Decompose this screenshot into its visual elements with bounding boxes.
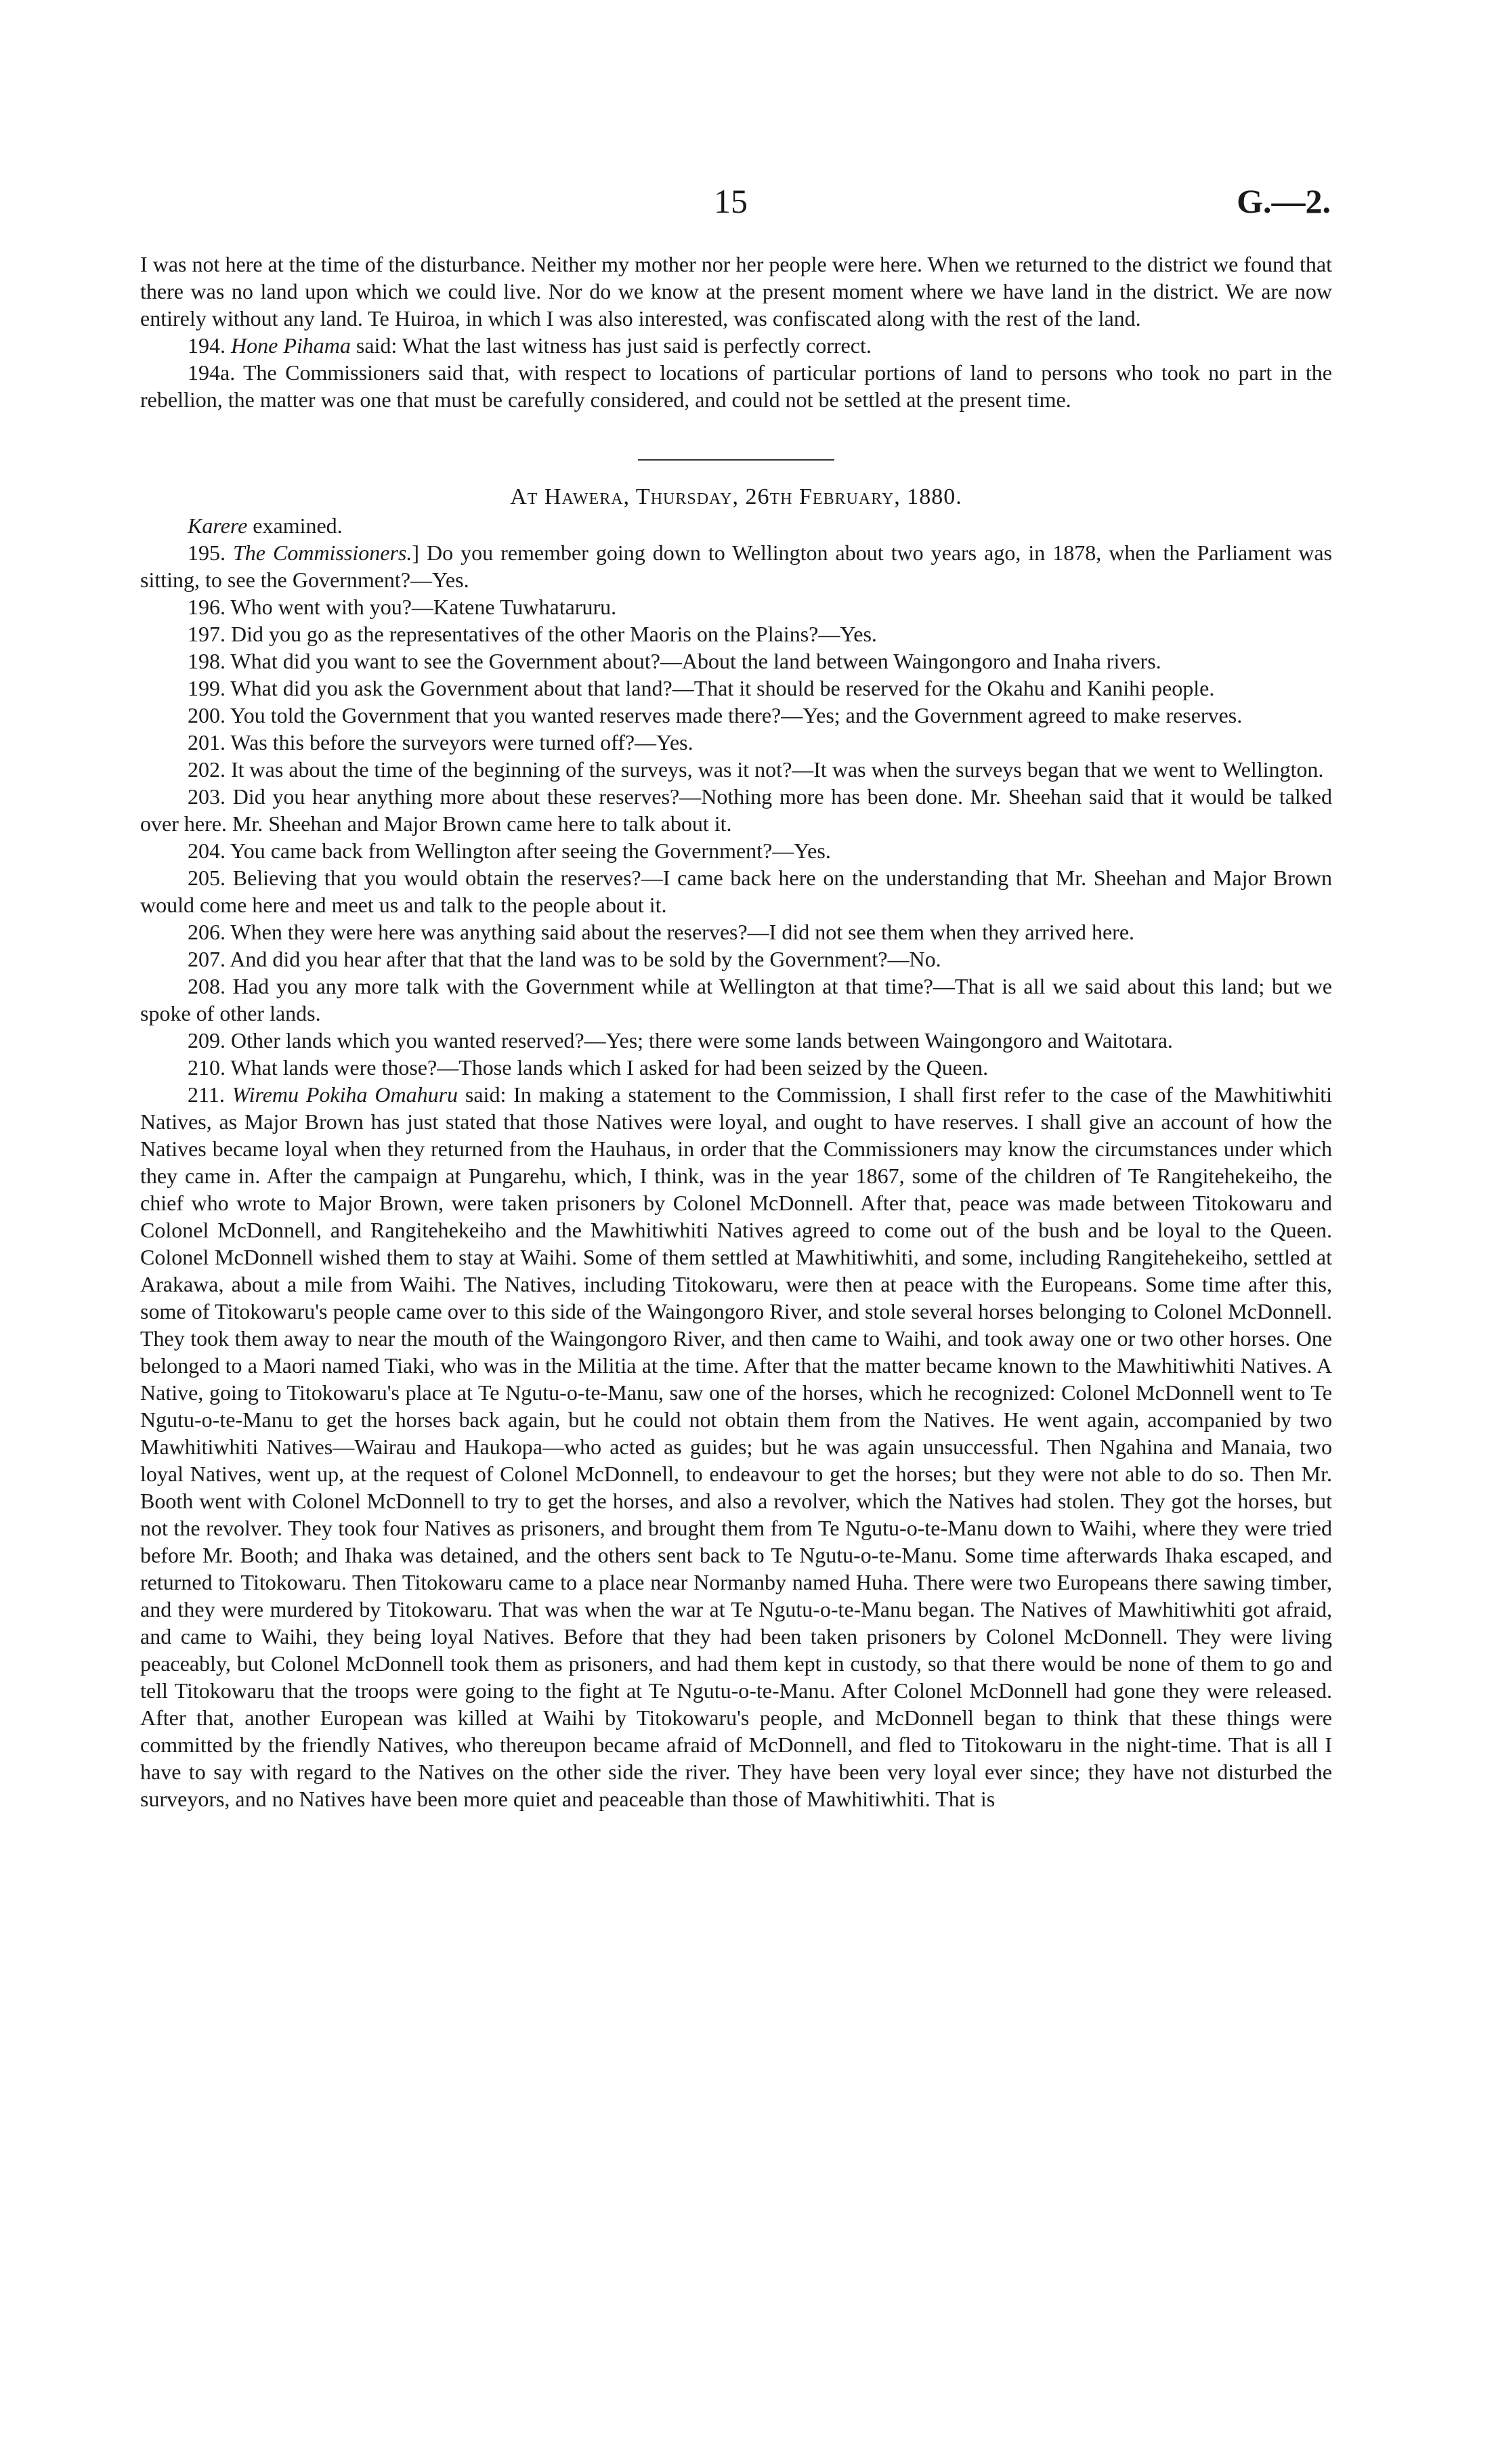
paragraph: 197. Did you go as the representatives of the other Maoris on the Plains?—Yes. — [188, 622, 877, 646]
paragraph: I was not here at the time of the disturbance. Neither my mother nor her people were here. When we returned to the district we found that there was no land upon which we could live. Nor do we know at the present moment where we have land in the district. We are now entirely without any land. Te Huiroa, in which I was also interested, was confiscated along with the rest of the land. — [140, 252, 1332, 331]
speaker-name: Hone Pihama — [231, 333, 351, 358]
paragraph: 208. Had you any more talk with the Government while at Wellington at that time?—That is all we said about this land; but we spoke of other lands. — [140, 974, 1332, 1025]
paragraph — [140, 539, 1332, 593]
paragraph: 209. Other lands which you wanted reserved?—Yes; there were some lands between Waingongoro and Waitotara. — [188, 1028, 1173, 1053]
witness-name: Karere — [188, 513, 248, 538]
paragraph: 194a. The Commissioners said that, with respect to locations of particular portions of land to persons who took no part in the rebellion, the matter was one that must be carefully considered, and could not be settled at the present time. — [140, 360, 1332, 412]
paragraph-number: 211. — [188, 1082, 225, 1107]
examination — [140, 539, 1332, 1812]
speaker-name: The Commissioners. — [233, 540, 412, 565]
paragraph-text: said: In making a statement to the Commission, I shall first refer to the case of the Mawhitiwhiti Natives, as Major Brown has just stated that those Natives were loyal, and ought to have reserves. I shall give an account of how the Natives became loyal when they returned from the Hauhaus, in order that the Commissioners may know the circumstances under which they came in. After the campaign at Pungarehu, which, I think, was in the year 1867, some of the children of Te Rangitehekeiho, the chief who wrote to Major Brown, were taken prisoners by Colonel McDonnell. After that, peace was made between Titokowaru and Colonel McDonnell, and Rangitehekeiho and the Mawhitiwhiti Natives agreed to come out of the bush and be loyal to the Queen. Colonel McDonnell wished them to stay at Waihi. Some of them settled at Mawhitiwhiti, and some, including Rangitehekeiho, settled at Arakawa, about a mile from Waihi. The Natives, including Titokowaru, were then at peace with the Europeans. Some time after this, some of Titokowaru's people came over to this side of the Waingongoro River, and stole several horses belonging to Colonel McDonnell. They took them away to near the mouth of the Waingongoro River, and then came to Waihi, and took away one or two other horses. One belonged to a Maori named Tiaki, who was in the Militia at the time. After that the matter became known to the Mawhitiwhiti Natives. A Native, going to Titokowaru's place at Te Ngutu-o-te-Manu, saw one of the horses, which he recognized: Colonel McDonnell went to Te Ngutu-o-te-Manu to get the horses back again, but he could not obtain them from the Natives. He went again, accompanied by two Mawhitiwhiti Natives—Wairau and Haukopa—who acted as guides; but he was again unsuccessful. Then Ngahina and Manaia, two loyal Natives, went up, at the request of Colonel McDonnell, to endeavour to get the horses; but they were not able to do so. Then Mr. Booth went with Colonel McDonnell to try to get the horses, and also a revolver, which the Natives had stolen. They got the horses, but not the revolver. They took four Natives as prisoners, and brought them from Te Ngutu-o-te-Manu down to Waihi, where they were tried before Mr. Booth; and Ihaka was detained, and the others sent back to Te Ngutu-o-te-Manu. Some time afterwards Ihaka escaped, and returned to Titokowaru. Then Titokowaru came to a place near Normanby named Huha. There were two Europeans there sawing timber, and they were murdered by Titokowaru. That was when the war at Te Ngutu-o-te-Manu began. The Natives of Mawhitiwhiti got afraid, and came to Waihi, they being loyal Natives. Before that they had been taken prisoners by Colonel McDonnell. They were living peaceably, but Colonel McDonnell took them as prisoners, and had them kept in custody, so that there would be none of them to go and tell Titokowaru that the troops were going to the fight at Te Ngutu-o-te-Manu. After Colonel McDonnell had gone they were released. After that, another European was killed at Waihi by Titokowaru's people, and McDonnell began to think that these things were committed by the friendly Natives, who thereupon became afraid of McDonnell, and fled to Titokowaru in the night-time. That is all I have to say with regard to the Natives on the other side the river. They have been very loyal ever since; they have not disturbed the surveyors, and no Natives have been more quiet and peaceable than those of Mawhitiwhiti. That is — [140, 1082, 1333, 1811]
paragraph: 198. What did you want to see the Government about?—About the land between Waingongoro and Inaha rivers. — [188, 649, 1161, 673]
paragraph: 205. Believing that you would obtain the reserves?—I came back here on the understanding that Mr. Sheehan and Major Brown would come here and meet us and talk to the people about it. — [140, 866, 1332, 917]
paragraph: 196. Who went with you?—Katene Tuwhataruru. — [188, 595, 617, 619]
paragraph-number: 195. — [188, 540, 226, 565]
paragraph: 207. And did you hear after that that the land was to be sold by the Government?—No. — [188, 947, 941, 971]
witness-line — [140, 512, 1332, 539]
paragraph-text: ] Do you remember going down to Wellington about two years ago, in 1878, when the Parliament was sitting, to see the Government?—Yes. — [140, 540, 1333, 592]
speaker-name: Wiremu Pokiha Omahuru — [232, 1082, 458, 1107]
paragraph: 210. What lands were those?—Those lands which I asked for had been seized by the Queen. — [188, 1055, 989, 1080]
continued-testimony — [140, 251, 1332, 413]
section-heading: At Hawera, Thursday, 26th February, 1880. — [510, 484, 962, 509]
paragraph — [140, 332, 1332, 359]
paragraph: 199. What did you ask the Government about that land?—That it should be reserved for the Okahu and Kanihi people. — [188, 676, 1215, 700]
paragraph: 202. It was about the time of the beginning of the surveys, was it not?—It was when the surveys began that we went to Wellington. — [188, 757, 1324, 782]
paragraph — [140, 1081, 1332, 1812]
document-reference: G.—2. — [1237, 182, 1331, 220]
witness-suffix: examined. — [247, 513, 343, 538]
body-text — [140, 251, 1332, 1812]
paragraph: 201. Was this before the surveyors were turned off?—Yes. — [188, 730, 693, 755]
section-divider — [638, 459, 834, 461]
paragraph: 206. When they were here was anything said about the reserves?—I did not see them when they arrived here. — [188, 920, 1135, 944]
paragraph: 200. You told the Government that you wanted reserves made there?—Yes; and the Government agreed to make reserves. — [188, 703, 1243, 727]
page-header — [0, 182, 1496, 222]
paragraph: 204. You came back from Wellington after seeing the Government?—Yes. — [188, 838, 831, 863]
paragraph-number: 194. — [188, 333, 226, 358]
paragraph: 203. Did you hear anything more about these reserves?—Nothing more has been done. Mr. Sheehan said that it would be talked over here. Mr. Sheehan and Major Brown came here to talk about it. — [140, 784, 1332, 836]
paragraph-text: said: What the last witness has just said is perfectly correct. — [350, 333, 872, 358]
page-number: 15 — [714, 182, 748, 220]
